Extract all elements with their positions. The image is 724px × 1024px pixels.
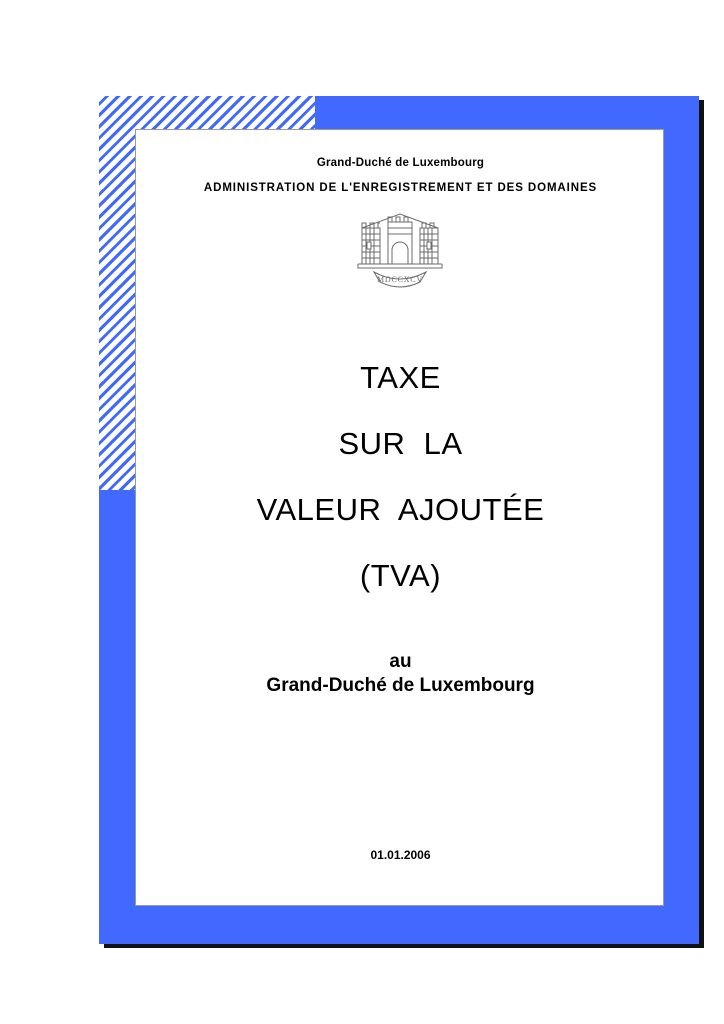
document-subtitle: [136, 650, 665, 698]
title-line-1: TAXE: [360, 360, 441, 395]
crest-inscription: MDCCXCV: [376, 275, 423, 284]
title-line-4: (TVA): [359, 558, 442, 593]
subtitle-line-1: au: [389, 651, 412, 672]
administration-line: ADMINISTRATION DE L'ENREGISTREMENT ET DES DOMAINES: [203, 182, 598, 194]
cover-card: [135, 129, 664, 906]
country-line: Grand-Duché de Luxembourg: [316, 157, 485, 169]
document-header: [136, 157, 665, 194]
title-line-2: SUR LA: [338, 426, 463, 461]
subtitle-line-2: Grand-Duché de Luxembourg: [266, 674, 535, 696]
document-date: 01.01.2006: [370, 848, 431, 862]
luxembourg-coat-of-arms-icon: [348, 206, 452, 292]
document-title: [136, 362, 665, 591]
title-line-3: VALEUR AJOUTÉE: [256, 492, 545, 527]
